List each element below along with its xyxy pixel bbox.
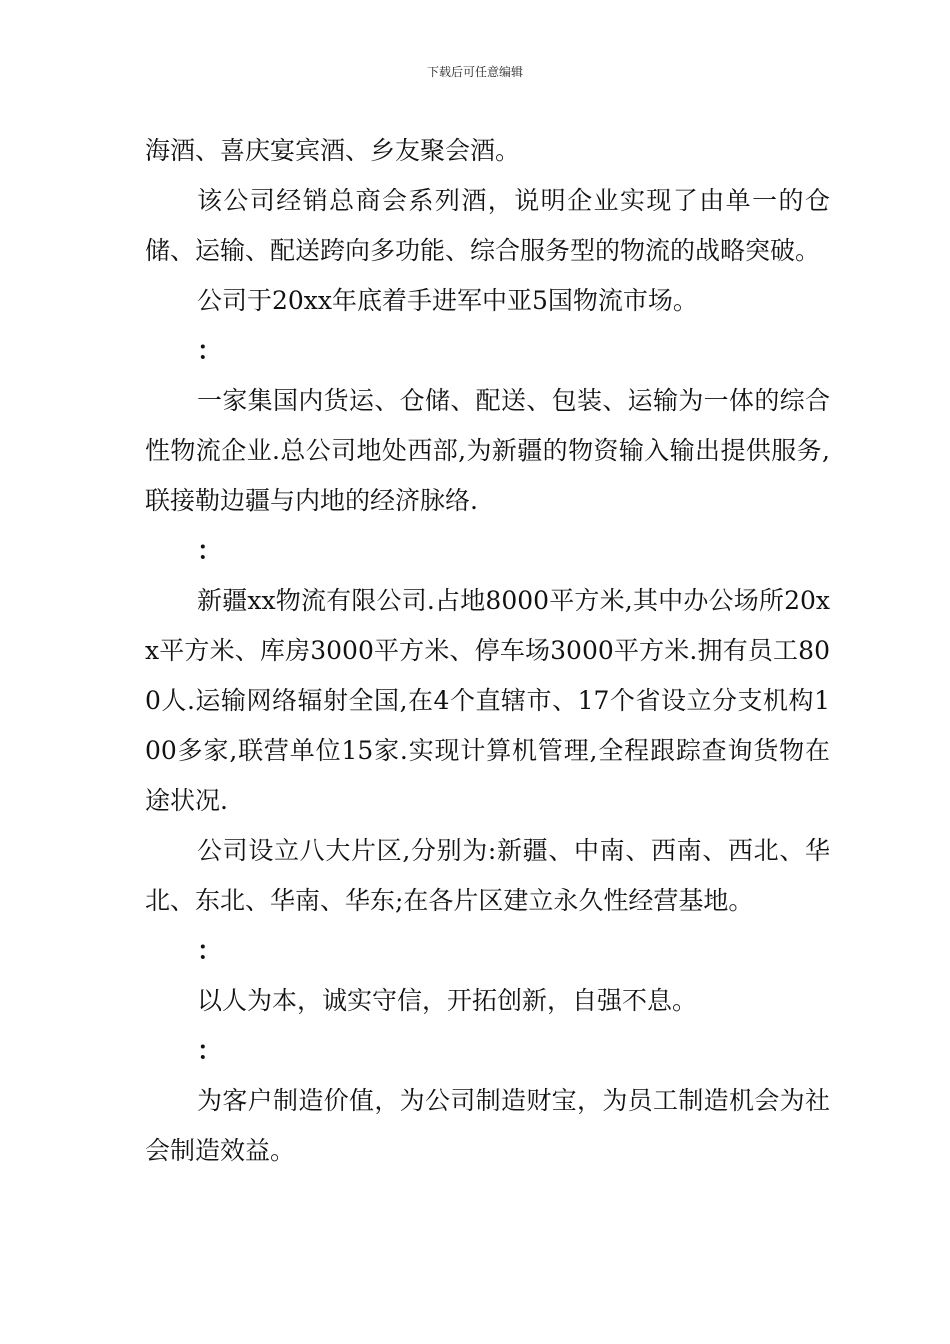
page-header: 下载后可任意编辑: [426, 65, 523, 79]
paragraph-central-asia: 公司于20xx年底着手进军中亚5国物流市场。: [197, 286, 698, 315]
section-colon: ：: [197, 536, 223, 565]
document-body: [145, 126, 830, 1176]
paragraph-continuation: 海酒、喜庆宴宾酒、乡友聚会酒。: [145, 136, 521, 165]
paragraph-company-scale: 新疆xx物流有限公司.占地8000平方米,其中办公场所20xx平方米、库房3000平方米、停车场3000平方米.拥有员工800人.运输网络辐射全国,在4个直辖市、17个省设立分支机构100多家,联营单位15家.实现计算机管理,全程跟踪查询货物在途状况.: [145, 586, 830, 815]
section-colon: ：: [197, 336, 223, 365]
paragraph-mission: 为客户制造价值，为公司制造财宝，为员工制造机会为社会制造效益。: [145, 1086, 830, 1165]
paragraph-series-wine: 该公司经销总商会系列酒，说明企业实现了由单一的仓储、运输、配送跨向多功能、综合服务型的物流的战略突破。: [145, 186, 830, 265]
paragraph-company-intro: 一家集国内货运、仓储、配送、包装、运输为一体的综合性物流企业.总公司地处西部,为新疆的物资输入输出提供服务,联接勒边疆与内地的经济脉络.: [145, 386, 830, 515]
paragraph-regions: 公司设立八大片区,分别为:新疆、中南、西南、西北、华北、东北、华南、华东;在各片区建立永久性经营基地。: [145, 836, 830, 915]
section-colon: ：: [197, 936, 223, 965]
section-colon: ：: [197, 1036, 223, 1065]
paragraph-philosophy: 以人为本，诚实守信，开拓创新，自强不息。: [197, 986, 698, 1015]
